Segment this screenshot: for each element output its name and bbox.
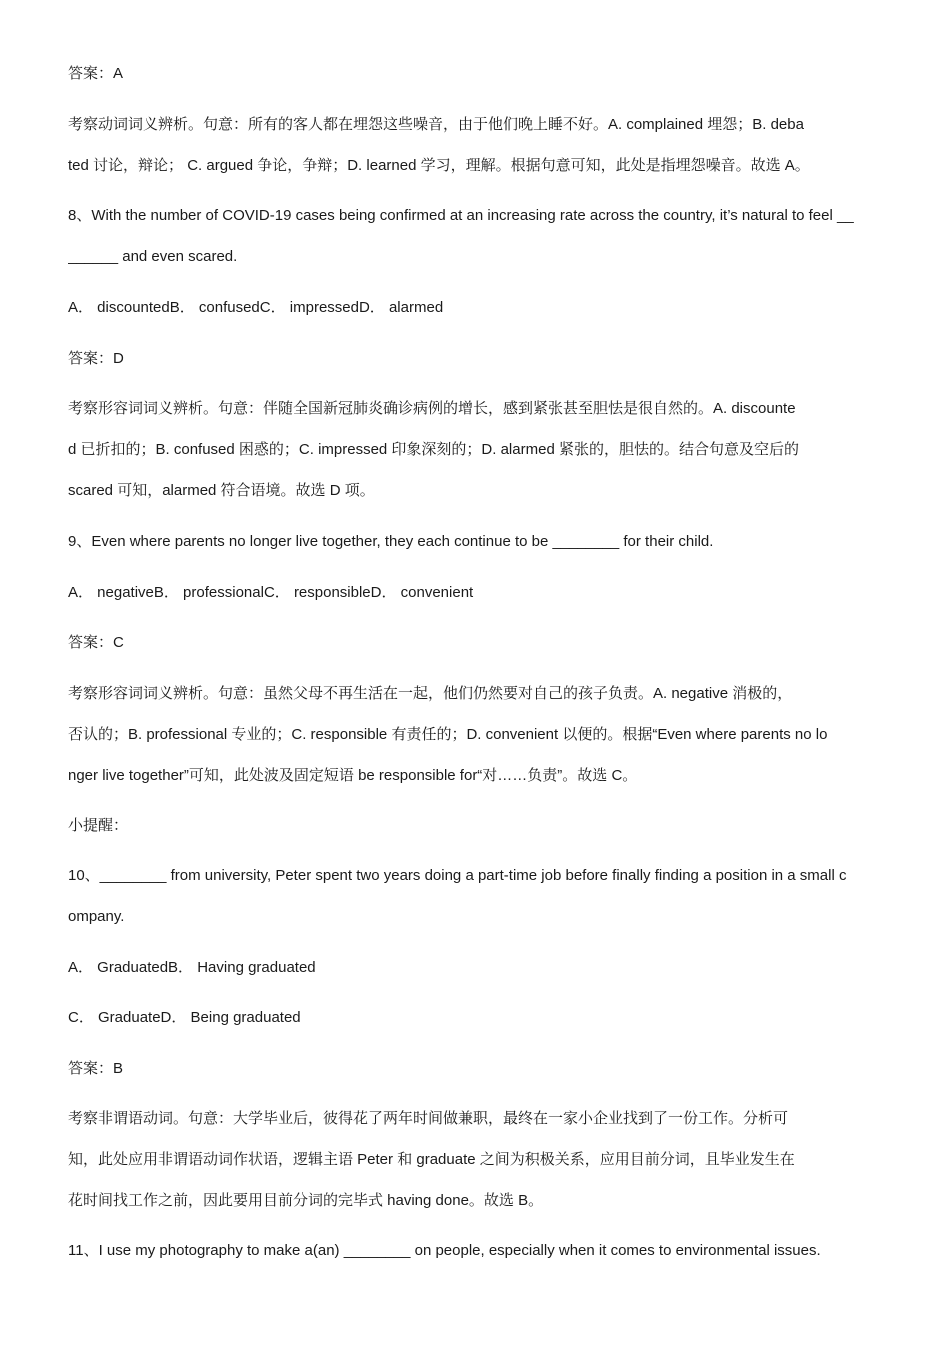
explanation-line: 考察形容词词义辨析。句意：伴随全国新冠肺炎确诊病例的增长，感到紧张甚至胆怯是很自然的。A. discounte	[68, 400, 796, 417]
question-line: ompany.	[68, 908, 125, 925]
explanation-line: 花时间找工作之前，因此要用目前分词的完毕式 having done。故选 B。	[68, 1192, 544, 1209]
explanation-line: d 已折扣的；B. confused 困惑的；C. impressed 印象深刻的；D. alarmed 紧张的，胆怯的。结合句意及空后的	[68, 441, 799, 458]
explanation-line: 考察形容词词义辨析。句意：虽然父母不再生活在一起，他们仍然要对自己的孩子负责。A. negative 消极的，	[68, 685, 793, 702]
answer-line: 答案：C	[68, 634, 124, 651]
explanation-line: scared 可知，alarmed 符合语境。故选 D 项。	[68, 482, 375, 499]
explanation-line: ted 讨论，辩论； C. argued 争论，争辩；D. learned 学习，理解。根据句意可知，此处是指埋怨噪音。故选 A。	[68, 157, 810, 174]
explanation-line: 考察非谓语动词。句意：大学毕业后，彼得花了两年时间做兼职，最终在一家小企业找到了一份工作。分析可	[68, 1110, 789, 1127]
explanation-line: 知，此处应用非谓语动词作状语，逻辑主语 Peter 和 graduate 之间为积极关系，应用目前分词，且毕业发生在	[68, 1151, 795, 1168]
question-line: 11、I use my photography to make a(an) ________ on people, especially when it comes to environmental issues.	[68, 1242, 821, 1259]
question-line: 8、With the number of COVID-19 cases being confirmed at an increasing rate across the country, it’s natural to feel __	[68, 207, 854, 224]
options-line: A． negativeB． professionalC． responsibleD． convenient	[68, 584, 474, 601]
options-line: A． discountedB． confusedC． impressedD． alarmed	[68, 299, 444, 316]
question-line: 9、Even where parents no longer live together, they each continue to be ________ for their child.	[68, 533, 714, 550]
options-line: C． GraduateD． Being graduated	[68, 1009, 301, 1026]
options-line: A． GraduatedB． Having graduated	[68, 959, 316, 976]
reminder-line: 小提醒：	[68, 817, 129, 834]
answer-line: 答案：A	[68, 65, 124, 82]
answer-line: 答案：D	[68, 350, 124, 367]
question-line: 10、________ from university, Peter spent two years doing a part-time job before finally finding a position in a small c	[68, 867, 847, 884]
explanation-line: 否认的；B. professional 专业的；C. responsible 有责任的；D. convenient 以便的。根据“Even where parents no lo	[68, 726, 828, 743]
answer-line: 答案：B	[68, 1060, 124, 1077]
explanation-line: 考察动词词义辨析。句意：所有的客人都在埋怨这些噪音，由于他们晚上睡不好。A. complained 埋怨；B. deba	[68, 116, 804, 133]
explanation-line: nger live together”可知，此处波及固定短语 be responsible for“对……负责”。故选 C。	[68, 767, 638, 784]
question-line: ______ and even scared.	[68, 248, 238, 265]
